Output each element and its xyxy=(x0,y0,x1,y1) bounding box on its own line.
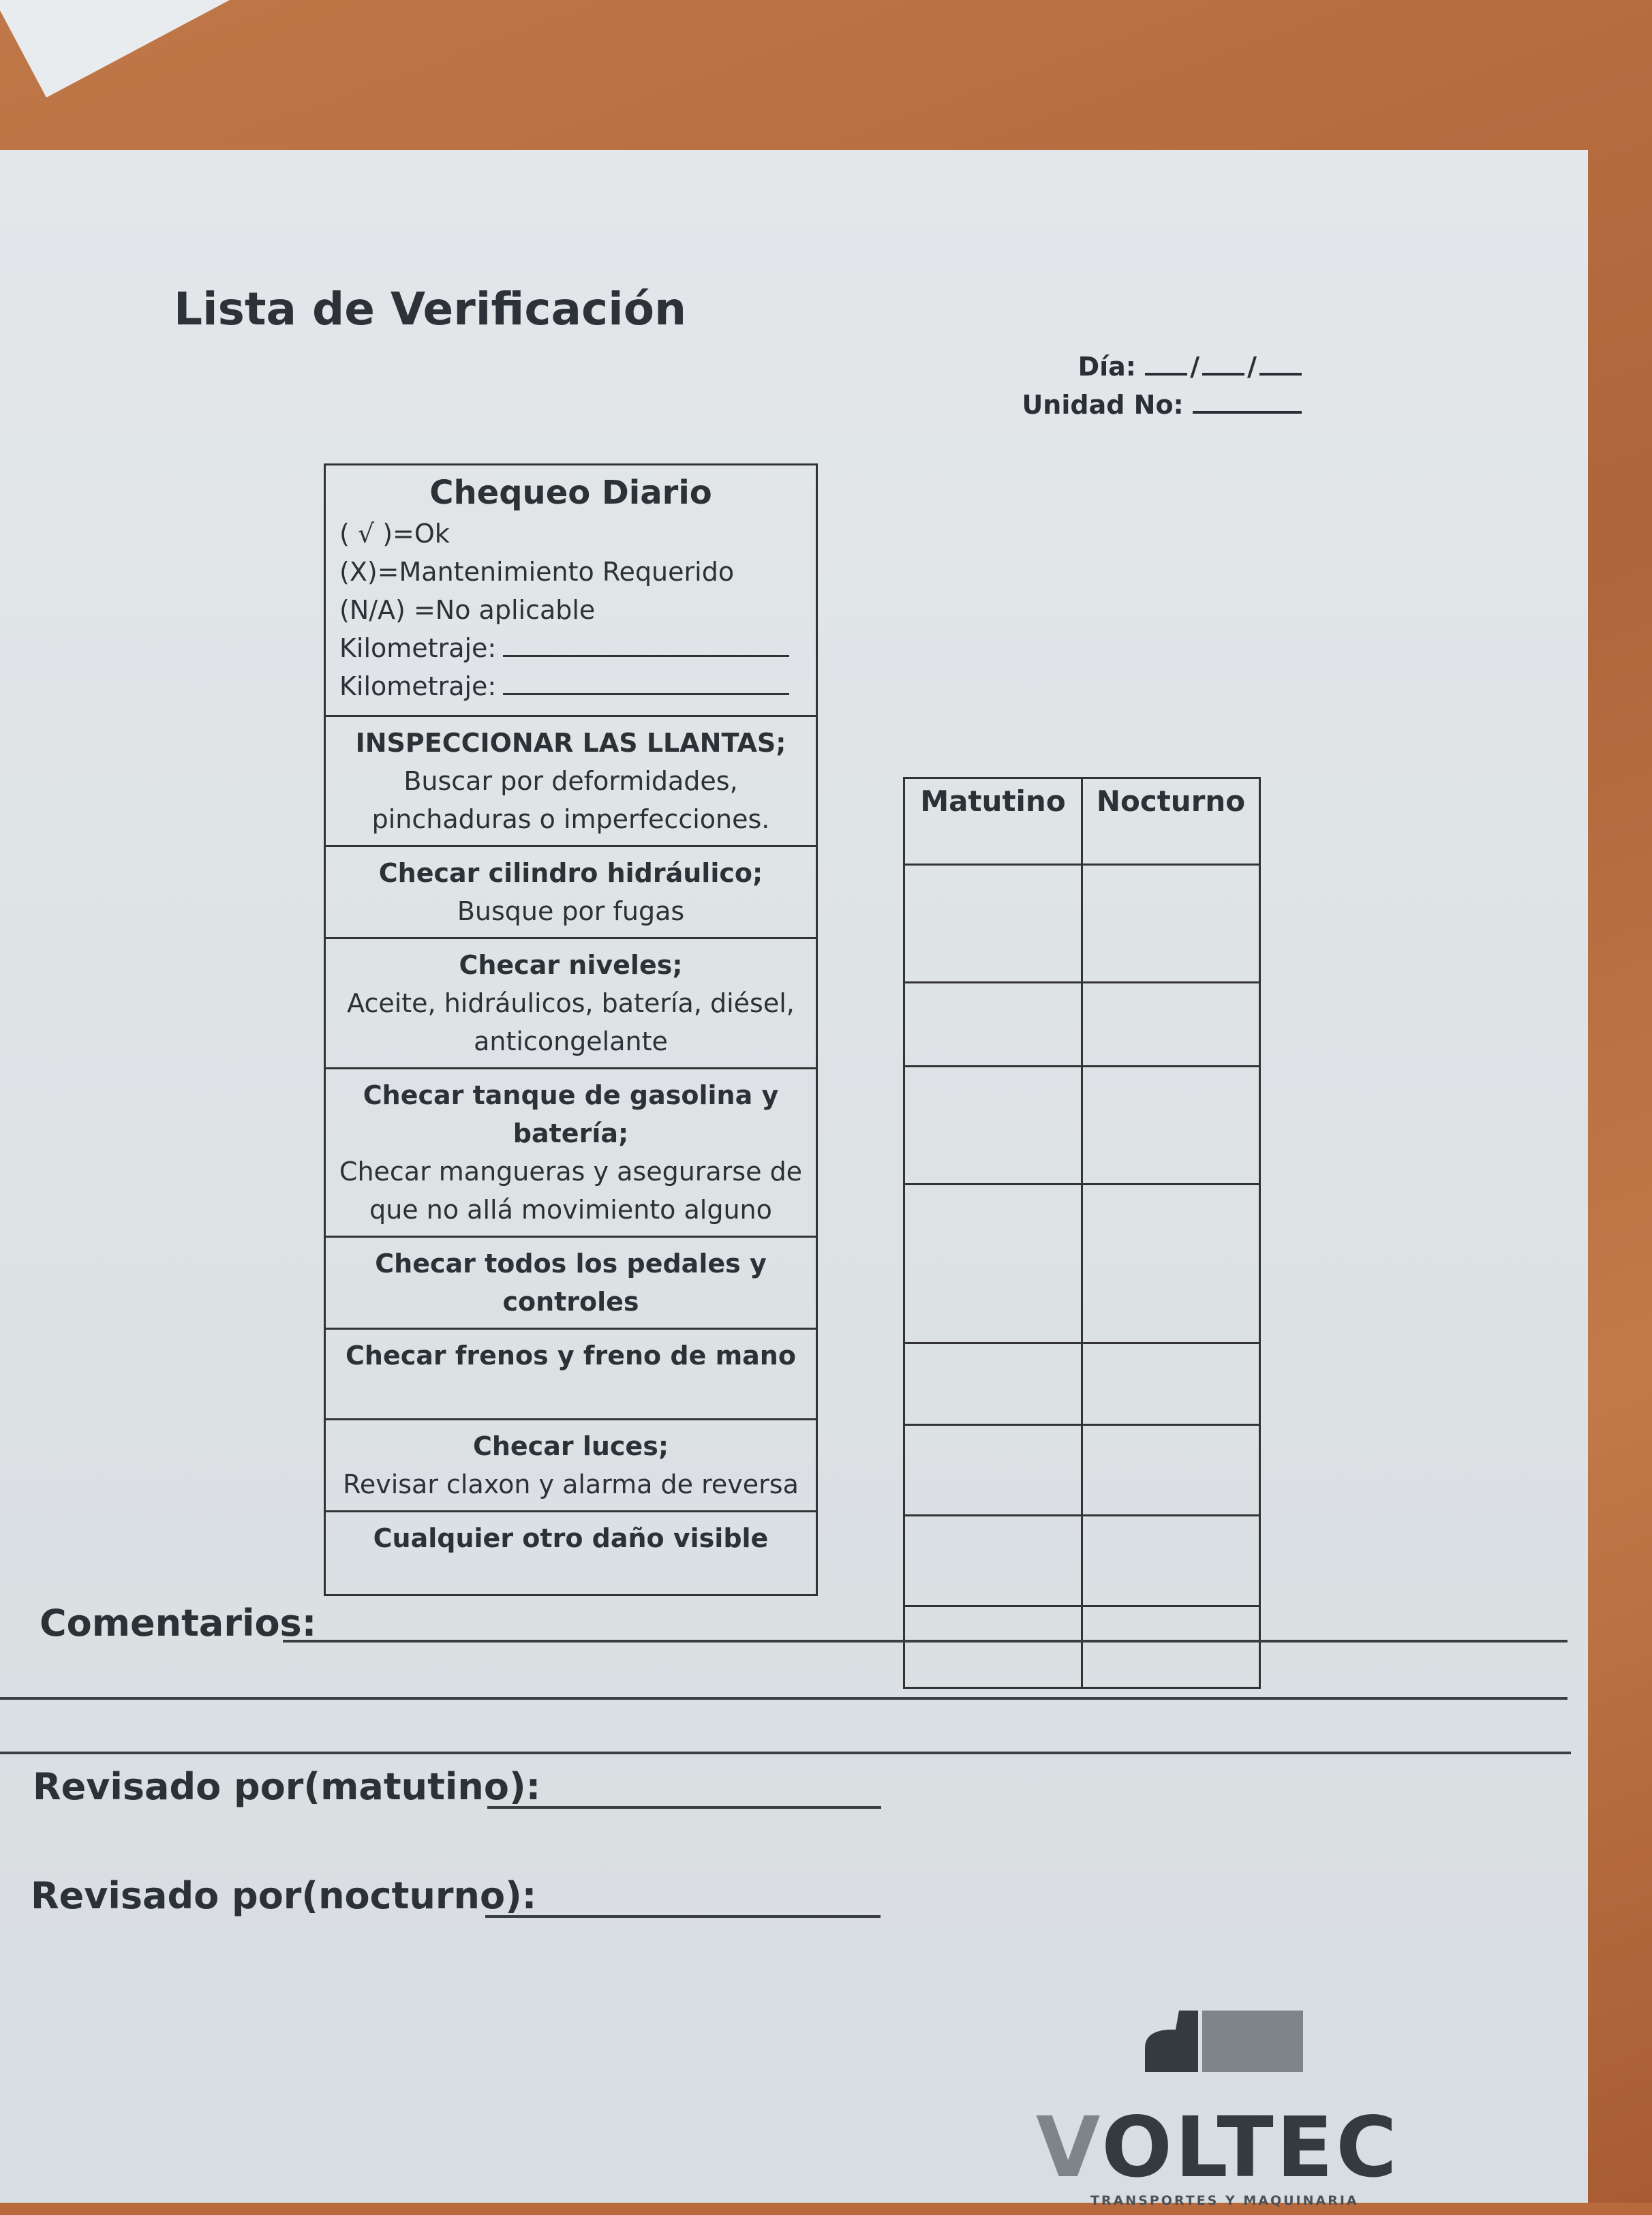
revisado-matutino-line[interactable] xyxy=(487,1806,881,1809)
checklist-item-cell xyxy=(325,1512,817,1595)
km-label: Kilometraje: xyxy=(339,671,497,701)
matutino-checkbox[interactable] xyxy=(904,1606,1082,1688)
item-text: Buscar por deformidades, pinchaduras o imperfecciones. xyxy=(371,766,770,834)
daily-check-table xyxy=(324,463,818,1596)
item-title: Checar cilindro hidráulico; xyxy=(378,858,763,888)
checklist-item xyxy=(325,716,817,846)
checklist-item xyxy=(325,1237,817,1329)
revisado-matutino-label: Revisado por(matutino): xyxy=(33,1765,541,1808)
checklist-item-cell xyxy=(325,1329,817,1420)
item-text: Checar mangueras y asegurarse de que no allá movimiento alguno xyxy=(339,1157,803,1225)
checklist-item xyxy=(325,1512,817,1595)
shift-row xyxy=(904,865,1260,983)
checklist-item xyxy=(325,1420,817,1512)
voltec-logo-mark xyxy=(1131,2011,1315,2075)
voltec-logo-v: V xyxy=(1036,2099,1102,2196)
nocturno-checkbox[interactable] xyxy=(1082,865,1260,983)
item-title: Checar frenos y freno de mano xyxy=(346,1341,796,1371)
dia-label: Día: xyxy=(1077,352,1136,382)
shift-table xyxy=(903,777,1261,1689)
item-text: Busque por fugas xyxy=(457,896,685,926)
checklist-paper xyxy=(0,150,1588,2208)
checklist-item-cell xyxy=(325,1237,817,1329)
km-label: Kilometraje: xyxy=(339,633,497,663)
checklist-item xyxy=(325,846,817,938)
item-title: Cualquier otro daño visible xyxy=(373,1523,769,1553)
shift-header-row xyxy=(904,778,1260,865)
page-title: Lista de Verificación xyxy=(174,283,687,335)
comentarios-line-3[interactable] xyxy=(0,1752,1571,1754)
shift-row xyxy=(904,1516,1260,1606)
voltec-logo-rest: OLTEC xyxy=(1101,2099,1400,2196)
matutino-checkbox[interactable] xyxy=(904,1425,1082,1516)
col-matutino: Matutino xyxy=(904,778,1082,865)
km-field-1 xyxy=(339,629,802,667)
shift-row xyxy=(904,1067,1260,1185)
dia-month-blank xyxy=(1202,350,1244,376)
legend-maintenance: (X)=Mantenimiento Requerido xyxy=(339,557,735,587)
item-text: Revisar claxon y alarma de reversa xyxy=(343,1469,799,1499)
revisado-nocturno-label: Revisado por(nocturno): xyxy=(31,1874,537,1917)
nocturno-checkbox[interactable] xyxy=(1082,1067,1260,1185)
item-title: Checar tanque de gasolina y batería; xyxy=(363,1080,779,1148)
comentarios-label: Comentarios: xyxy=(40,1602,317,1645)
nocturno-checkbox[interactable] xyxy=(1082,1343,1260,1425)
matutino-checkbox[interactable] xyxy=(904,1516,1082,1606)
matutino-checkbox[interactable] xyxy=(904,1185,1082,1343)
km-blank xyxy=(503,635,789,657)
checklist-header-title: Chequeo Diario xyxy=(429,474,712,512)
dia-year-blank xyxy=(1259,350,1302,376)
matutino-checkbox[interactable] xyxy=(904,1067,1082,1185)
checklist-item-cell xyxy=(325,716,817,846)
checklist-item-cell xyxy=(325,938,817,1069)
item-title: Checar niveles; xyxy=(459,950,683,980)
item-title: Checar luces; xyxy=(472,1431,669,1461)
item-text: Aceite, hidráulicos, batería, diésel, anticongelante xyxy=(347,988,795,1056)
unidad-field xyxy=(1022,386,1302,424)
checklist-header-row xyxy=(325,465,817,716)
revisado-nocturno-line[interactable] xyxy=(485,1915,881,1918)
km-field-2 xyxy=(339,667,802,705)
checklist-item xyxy=(325,1069,817,1237)
meta-fields xyxy=(1022,348,1302,424)
shift-row xyxy=(904,983,1260,1067)
nocturno-checkbox[interactable] xyxy=(1082,1606,1260,1688)
comentarios-line-1[interactable] xyxy=(283,1640,1567,1643)
checklist-item-cell xyxy=(325,1420,817,1512)
nocturno-checkbox[interactable] xyxy=(1082,1185,1260,1343)
checklist-item-cell xyxy=(325,846,817,938)
nocturno-checkbox[interactable] xyxy=(1082,983,1260,1067)
checklist-item xyxy=(325,1329,817,1420)
item-title: INSPECCIONAR LAS LLANTAS; xyxy=(355,728,786,758)
date-separator: / xyxy=(1247,352,1257,382)
dia-day-blank xyxy=(1145,350,1187,376)
item-title: Checar todos los pedales y controles xyxy=(375,1249,767,1317)
voltec-logo-tagline: TRANSPORTES Y MAQUINARIA xyxy=(1090,2193,1359,2208)
comentarios-line-2[interactable] xyxy=(0,1697,1567,1700)
checklist-item-cell xyxy=(325,1069,817,1237)
checklist-item xyxy=(325,938,817,1069)
shift-row xyxy=(904,1606,1260,1688)
km-blank xyxy=(503,673,789,695)
unidad-label: Unidad No: xyxy=(1022,390,1184,420)
voltec-logo-word xyxy=(1036,2099,1400,2196)
unidad-blank xyxy=(1193,388,1302,414)
shift-row xyxy=(904,1343,1260,1425)
voltec-logo xyxy=(1036,2011,1404,2215)
dia-field xyxy=(1022,348,1302,386)
matutino-checkbox[interactable] xyxy=(904,865,1082,983)
date-separator: / xyxy=(1190,352,1200,382)
legend-ok: ( √ )=Ok xyxy=(339,519,450,549)
matutino-checkbox[interactable] xyxy=(904,1343,1082,1425)
checklist-header-cell xyxy=(325,465,817,716)
matutino-checkbox[interactable] xyxy=(904,983,1082,1067)
col-nocturno: Nocturno xyxy=(1082,778,1260,865)
nocturno-checkbox[interactable] xyxy=(1082,1516,1260,1606)
shift-row xyxy=(904,1425,1260,1516)
nocturno-checkbox[interactable] xyxy=(1082,1425,1260,1516)
legend-na: (N/A) =No aplicable xyxy=(339,595,596,625)
shift-row xyxy=(904,1185,1260,1343)
